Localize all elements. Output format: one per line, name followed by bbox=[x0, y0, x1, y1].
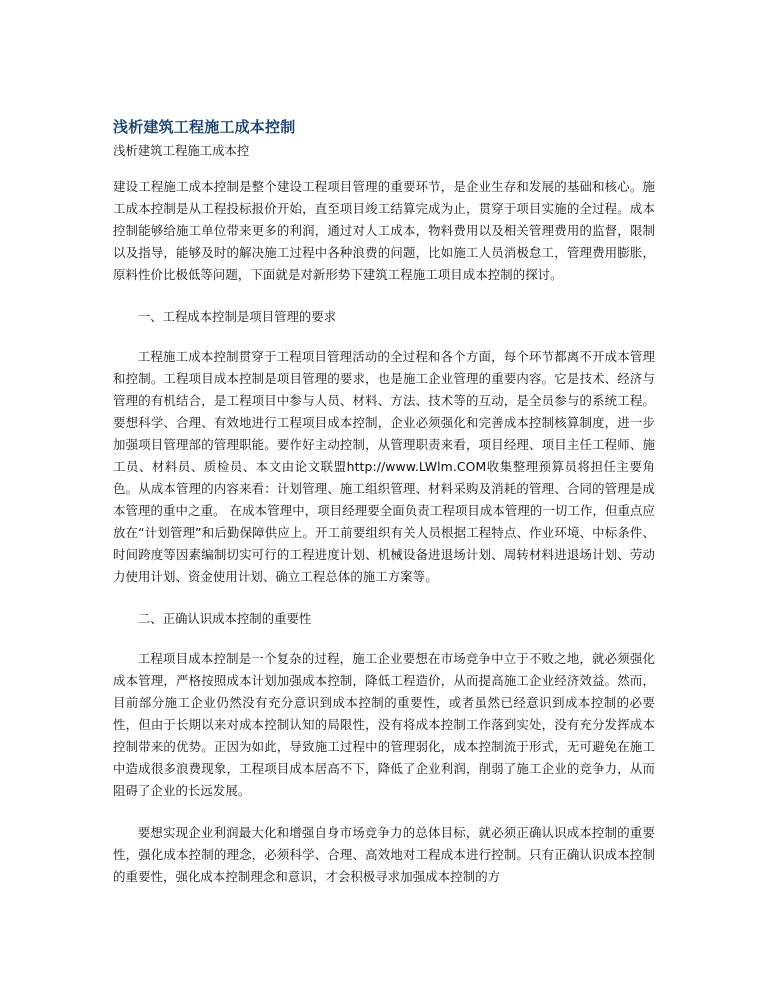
section-1-paragraph-1: 工程施工成本控制贯穿于工程项目管理活动的全过程和各个方面，每个环节都离不开成本管理和控制。工程项目成本控制是项目管理的要求，也是施工企业管理的重要内容。它是技术、经济与管理的有机结合，是工程项目中参与人员、材料、方法、技术等的互动，是全员参与的系统工程。要想科学、合理、有效地进行工程项目成本控制，企业必须强化和完善成本控制核算制度，进一步加强项目管理部的管理职能。要作好主动控制，从管理职责来看，项目经理、项目主任工程师、施工员、材料员、质检员、本文由论文联盟http://www.LWlm.COM收集整理预算员将担任主要角色。从成本管理的内容来看：计划管理、施工组织管理、材料采购及消耗的管理、合同的管理是成本管理的重中之重。 在成本管理中，项目经理要全面负责工程项目成本管理的一切工作，但重点应放在“计划管理”和后勤保障供应上。开工前要组织有关人员根据工程特点、作业环境、中标条件、时间跨度等因素编制切实可行的工程进度计划、机械设备进退场计划、周转材料进退场计划、劳动力使用计划、资金使用计划、确立工程总体的施工方案等。 bbox=[113, 349, 655, 584]
section-2-paragraph-1: 工程项目成本控制是一个复杂的过程，施工企业要想在市场竞争中立于不败之地，就必须强化成本管理，严格按照成本计划加强成本控制，降低工程造价，从而提高施工企业经济效益。然而，目前部分施工企业仍然没有充分意识到成本控制的重要性，或者虽然已经意识到成本控制的必要性，但由于长期以来对成本控制认知的局限性，没有将成本控制工作落到实处，没有充分发挥成本控制带来的优势。正因为如此，导致施工过程中的管理弱化，成本控制流于形式，无可避免在施工中造成很多浪费现象，工程项目成本居高不下，降低了企业利润，削弱了施工企业的竞争力，从而阻碍了企业的长远发展。 bbox=[113, 651, 655, 798]
section-2-paragraph-2: 要想实现企业利润最大化和增强自身市场竞争力的总体目标，就必须正确认识成本控制的重要性，强化成本控制的理念，必须科学、合理、高效地对工程成本进行控制。只有正确认识成本控制的重要性，强化成本控制理念和意识，才会积极寻求加强成本控制的方 bbox=[113, 825, 655, 884]
document-title: 浅析建筑工程施工成本控制 bbox=[113, 118, 296, 136]
section-heading-2: 二、正确认识成本控制的重要性 bbox=[137, 611, 312, 626]
document-subtitle: 浅析建筑工程施工成本控 bbox=[113, 143, 250, 158]
intro-paragraph: 建设工程施工成本控制是整个建设工程项目管理的重要环节，是企业生存和发展的基础和核心。施工成本控制是从工程投标报价开始，直至项目竣工结算完成为止，贯穿于项目实施的全过程。成本控制能够给施工单位带来更多的利润，通过对人工成本，物料费用以及相关管理费用的监督，限制以及指导，能够及时的解决施工过程中各种浪费的问题，比如施工人员消极怠工，管理费用膨胀，原料性价比极低等问题，下面就是对新形势下建筑工程施工项目成本控制的探讨。 bbox=[113, 179, 655, 282]
section-heading-1: 一、工程成本控制是项目管理的要求 bbox=[137, 309, 337, 324]
document-body bbox=[113, 117, 655, 888]
